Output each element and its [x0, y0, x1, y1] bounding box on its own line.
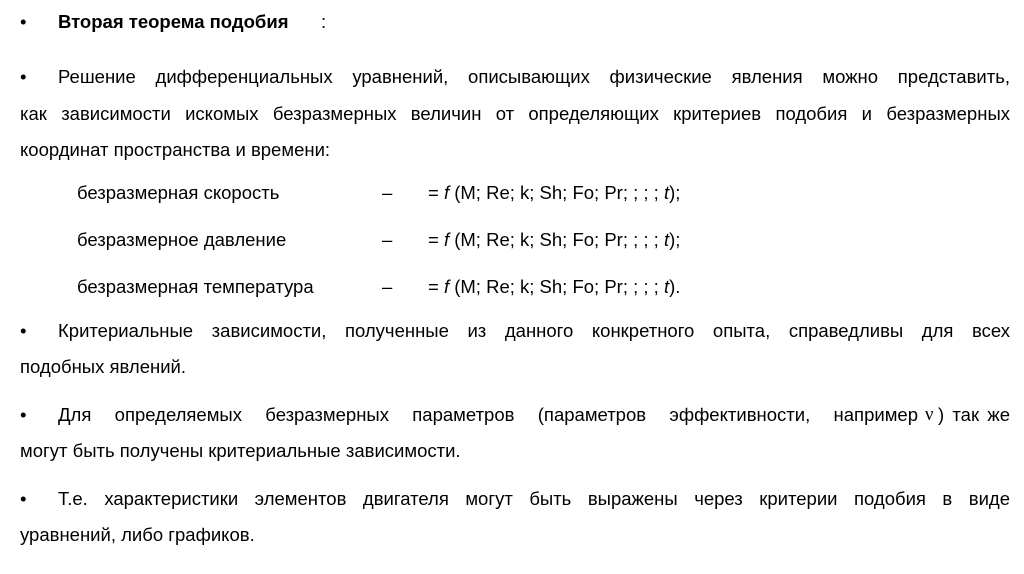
paragraph-1-text: как зависимости искомых безразмерных величин от определяющих критериев подобия и безразмерных: [20, 103, 1010, 124]
formula-label: безразмерная скорость: [77, 182, 280, 203]
paragraph-1-text: Решение дифференциальных уравнений, описывающих физические явления можно представить,: [58, 66, 1010, 87]
theorem-colon: :: [321, 11, 327, 32]
bullet: •: [20, 11, 27, 32]
formula-expression: = f (M; Re; k; Sh; Fo; Pr; ; ; ; t);: [428, 182, 681, 203]
formula-dash: –: [382, 276, 393, 297]
paragraph-4-text: Т.е. характеристики элементов двигателя могут быть выражены через критерии подобия в виде: [58, 488, 1010, 509]
formula-expression: = f (M; Re; k; Sh; Fo; Pr; ; ; ; t);: [428, 229, 681, 250]
paragraph-2-text: Критериальные зависимости, полученные из данного конкретного опыта, справедливы для всех: [58, 320, 1010, 341]
bullet: •: [20, 66, 27, 87]
theorem-title: Вторая теорема подобия: [58, 11, 289, 32]
paragraph-3-text: Для определяемых безразмерных параметров (параметров эффективности, например: [58, 404, 918, 425]
paragraph-3-text: ) так же: [938, 404, 1010, 425]
bullet: •: [20, 404, 27, 425]
bullet: •: [20, 488, 27, 509]
paragraph-1-text: координат пространства и времени:: [20, 139, 331, 160]
formula-label: безразмерная температура: [77, 276, 314, 297]
nu-symbol: ν: [925, 405, 934, 425]
bullet: •: [20, 320, 27, 341]
formula-expression: = f (M; Re; k; Sh; Fo; Pr; ; ; ; t).: [428, 276, 681, 297]
paragraph-2-text: подобных явлений.: [20, 356, 187, 377]
formula-dash: –: [382, 229, 393, 250]
formula-label: безразмерное давление: [77, 229, 287, 250]
paragraph-3-text: могут быть получены критериальные зависимости.: [20, 440, 461, 461]
formula-dash: –: [382, 182, 393, 203]
paragraph-4-text: уравнений, либо графиков.: [20, 524, 255, 545]
